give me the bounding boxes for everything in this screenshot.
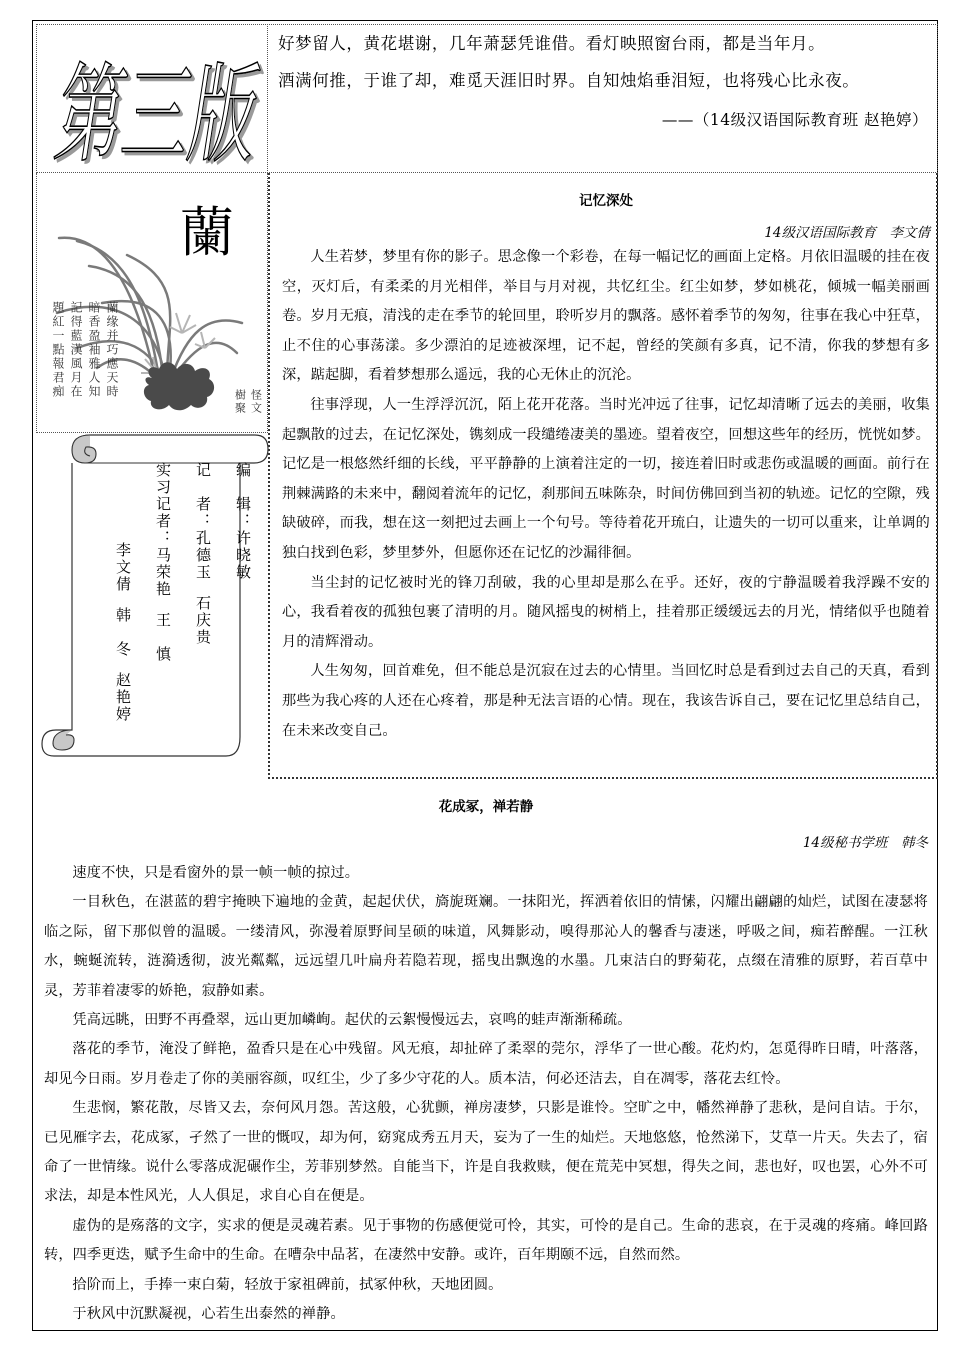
orchid-illustration [37, 173, 269, 433]
staff-name: 石庆贵 [194, 595, 212, 646]
staff-name: 李文倩 [114, 542, 132, 593]
article-paragraph: 落花的季节，淹没了鲜艳，盈香只是在心中残留。风无痕，却扯碎了柔翠的莞尔，浮华了一世心酸。花灼灼，怎觅得昨日晴，叶落落，却见今日雨。岁月卷走了你的美丽容颜，叹红尘，少了多少守花的人。质本洁，何必还洁去，自在凋零，落花去红怜。 [44, 1041, 928, 1087]
staff-name: 马荣艳 [154, 547, 172, 598]
orchid-illustration-box [36, 173, 268, 433]
article-flower-tomb [44, 795, 928, 1330]
staff-name: 赵艳婷 [114, 672, 132, 723]
article-body [44, 859, 928, 1330]
article-byline: 14级汉语国际教育 李文倩 [764, 225, 930, 241]
staff-name: 王 慎 [154, 612, 172, 663]
article-paragraph: 往事浮现，人一生浮浮沉沉，陌上花开花落。当时光冲远了往事，记忆却清晰了远去的美丽，收集起飘散的过去，在记忆深处，镌刻成一段缱绻凄美的墨迹。望着夜空，回想这些年的经历，恍恍如梦。记忆是一根悠然纤细的长线，平平静静的上演着注定的一切，接连着旧时或悲伤或温暖的画面。前行在荆棘满路的未来中，翻阅着流年的记忆，刹那间五味陈杂，时间仿佛回到当初的轨迹。记忆的空隙，残缺破碎，而我，想在这一刻把过去画上一个句号。等待着花开琉白，让遗失的一切可以重来，让单调的独白找到色彩，梦里梦外，但愿你还在记忆的沙漏徘徊。 [282, 396, 930, 561]
poem-line: 好梦留人，黄花堪谢，几年萧瑟凭谁借。看灯映照窗台雨，都是当年月。 [278, 34, 826, 53]
article-paragraph: 一目秋色，在湛蓝的碧宇掩映下遍地的金黄，起起伏伏，旖旎斑斓。一抹阳光，挥洒着依旧的情愫，闪耀出翩翩的灿烂，试图在凄瑟将临之际，留下那似曾的温暖。一缕清风，弥漫着原野间呈硕的味道，风舞影动，嗅得那沁人的馨香与凄迷，呼吸之间，痴若醉醒。一江秋水，蜿蜒流转，涟漪透彻，波光粼粼，远远望几叶扁舟若隐若现，摇曳出飘逸的水墨。几束洁白的野菊花，点缀在清雅的原野，若百草中灵，芳菲着凄零的娇艳，寂静如素。 [44, 894, 928, 999]
staff-reporters [194, 462, 212, 646]
staff-name: 许晓敏 [234, 530, 252, 581]
orchid-heading: 蘭 [180, 201, 234, 264]
article-paragraph: 生悲悯，繁花散，尽皆又去，奈何风月怨。苦这般，心犹颤，禅房凄梦，只影是谁怜。空旷之中，幡然禅静了悲秋，是问自诘。于尔，已见雁字去，花成冢，孑然了一世的慨叹，却为何，窈窕成秀五月天，妄为了一生的灿烂。天地悠悠，怆然涕下，艾草一片天。失去了，宿命了一世情缘。说什么零落成泥碾作尘，芳菲别梦然。自能当下，许是自我救赎，便在荒芜中冥想，得失之间，悲也好，叹也罢，心外不可求法，却是本性风光，人人俱足，求自心自在便是。 [44, 1100, 928, 1205]
article-paragraph: 速度不快，只是看窗外的景一帧一帧的掠过。 [72, 865, 360, 881]
orchid-seal-column: 怪文 [249, 389, 263, 415]
article-paragraph: 当尘封的记忆被时光的锋刀刮破，我的心里却是那么在乎。还好，夜的宁静温暖着我浮躁不安的心，我看着夜的孤独包裹了清明的月。随风摇曳的树梢上，挂着那正缓缓远去的月光，情绪似乎也随着月的清辉滑动。 [282, 574, 930, 650]
article-title: 花成冢，禅若静 [438, 799, 534, 815]
orchid-verse-column: 題紅一點報君痴 [51, 301, 65, 399]
article-byline: 14级秘书学班 韩冬 [802, 835, 928, 851]
staff-name: 韩 冬 [114, 607, 132, 658]
staff-name: 孔德玉 [194, 530, 212, 581]
staff-label: 实习记者： [154, 462, 172, 547]
staff-label: 记 者： [194, 462, 212, 530]
staff-list [110, 462, 270, 732]
orchid-rock [144, 362, 214, 410]
article-body [282, 243, 930, 746]
orchid-verse-column: 蘭缘并巧應天時 [105, 301, 119, 399]
masthead-title: 第三版 [52, 53, 261, 178]
masthead-title-art [36, 24, 268, 178]
article-memory [268, 173, 938, 779]
staff-interns [154, 462, 172, 663]
staff-interns-continued [114, 542, 132, 723]
article-paragraph: 凭高远眺，田野不再叠翠，远山更加嶙峋。起伏的云絮慢慢远去，哀鸣的蛙声渐渐稀疏。 [72, 1012, 632, 1029]
article-paragraph: 于秋风中沉默凝视，心若生出泰然的禅静。 [72, 1306, 345, 1323]
article-paragraph: 人生匆匆，回首难免，但不能总是沉寂在过去的心情里。当回忆时总是看到过去自己的天真，看到那些为我心疼的人还在心疼着，那是种无法言语的心情。现在，我该告诉自己，要在记忆里总结自己，在未来改变自己。 [282, 663, 930, 739]
article-paragraph: 虚伪的是殇落的文字，实求的便是灵魂若素。见于事物的伤感便觉可怜，其实，可怜的是自己。生命的悲哀，在于灵魂的疼痛。峰回路转，四季更迭，赋予生命中的生命。在嘈杂中品茗，在凄然中安静。或许，百年期颐不远，自然而然。 [44, 1217, 928, 1264]
poem-line: 酒满何推，于谁了却，难觅天涯旧时界。自知烛焰垂泪短，也将残心比永夜。 [278, 71, 860, 90]
staff-editor [234, 462, 252, 581]
orchid-verse-column: 暗香盈袖雅人知 [87, 301, 101, 399]
header-poem [278, 34, 928, 130]
orchid-seal-column: 樹聚 [233, 389, 247, 415]
poem-credit: ——（14级汉语国际教育班 赵艳婷） [661, 111, 928, 129]
staff-scroll [40, 432, 270, 762]
article-title: 记忆深处 [579, 193, 633, 209]
orchid-verse-column: 記得藍漢風月在 [69, 301, 83, 399]
article-paragraph: 拾阶而上，手捧一束白菊，轻放于家祖碑前，拭冢仲秋，天地团圆。 [72, 1276, 503, 1293]
masthead [36, 24, 268, 178]
staff-label: 编 辑： [234, 462, 252, 530]
article-paragraph: 人生若梦，梦里有你的影子。思念像一个彩卷，在每一幅记忆的画面上定格。月依旧温暖的挂在夜空，灭灯后，有柔柔的月光相伴，举目与月对视，共忆红尘。红尘如梦，梦如桃花，倾城一幅美丽画卷。岁月无痕，清浅的走在季节的轮回里，聆听岁月的飘落。感怀着季节的匆匆，往事在我心中狂草，止不住的心事荡漾。多少漂泊的足迹被深埋，记不起，曾经的笑颜有多真，记不清，你我的梦想有多深，踮起脚，看着梦想那么遥远，我的心无休止的沉沦。 [282, 249, 930, 384]
